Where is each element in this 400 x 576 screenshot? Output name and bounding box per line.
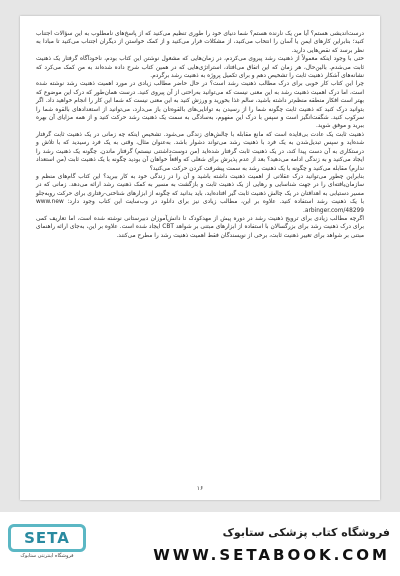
logo-letters: SETA (8, 524, 86, 552)
footer-banner (0, 512, 400, 576)
logo-tagline: فروشگاه اینترنتی ستابوک (20, 553, 74, 559)
paragraph: اگرچه مطالب زیادی برای ترویج ذهنیت رشد در دوره پیش از مهدکودک تا دانش‌آموزان دبیرستانی نوشته شده است، اما تعاریف کمی برای درک ذهنیت رشد برای بزرگسالان با استفاده از ابزارهای مبتنی بر شواهد CBT ایجاد شده است. علاوه بر این، به‌جای ارائه راهنمای مبتنی بر شواهد برای تغییر ذهنیت ثابت، برخی از نویسندگان فقط اهمیت ذهنیت رشد را مطرح می‌کنند. (36, 215, 364, 239)
page-number: ۱۶ (196, 485, 204, 492)
book-page (20, 16, 380, 500)
paragraph: چرا این کتاب کار خوبی برای درک مطالب ذهنیت رشد است؟ در حال حاضر مطالب زیادی در مورد اهمیت ذهنیت رشد نوشته شده است، اما درک اهمیت ذهنیت رشد به این معنی نیست که می‌توانید به‌راحتی از آن پیروی کنید. درست همان‌طور که درک این موضوع که بهتر است افکار منطقه منظم‌تر داشته باشید، سالم غذا بخورید و ورزش کنید به این معنی نیست که شما این کار را انجام خواهید داد. اگر بتوانید درک کنید که ذهنیت ثابت چگونه شما را از رسیدن به توانایی‌های بالقوه‌تان باز می‌دارد، می‌توانید از استعدادهای بالقوه شما را سرکوب کنید. شگفت‌انگیز است و سپس با درک این مفهوم، به‌سادگی به سمت یک ذهنیت رشد حرکت کنید و از همه مزایای آن بهره ببرید و موفق شوید. (36, 81, 364, 130)
store-name: فروشگاه کتاب پزشکی ستابوک (222, 526, 390, 539)
paragraph: درست‌اندیشی هستم؟ آیا من یک نارنده هستم؟ شما دنیای خود را طوری تنظیم می‌کنید که از پاسخ‌های نامطلوب به این سؤالات اجتناب کنید؛ بنابراین کارهای ایمن یا آسان را انتخاب می‌کنید، از مشکلات فرار می‌کنید و از کمک خواستن از دیگران اجتناب می‌کنید تا مبادا به نظر برسد که نقص‌هایی دارید. (36, 31, 364, 54)
paragraph: ذهنیت ثابت یک عادت بی‌فایده است که مانع مقابله با چالش‌های زندگی می‌شود. تشخیص اینکه چه زمانی در یک ذهنیت ثابت گرفتار شده‌اید و سپس تبدیل‌شدن به یک فرد با ذهنیت رشد می‌تواند دشوار باشد. به‌عنوان مثال، وقتی به یک فرد رسیدید که با تلاش و درستکاری به آن دست پیدا کند، در یک ذهنیت ثابت گرفتار شده‌اید (من دوست‌داشتنی نیستم) گرفتار ماندن. چگونه یک ذهنیت رشد را ایجاد می‌کنید و به زندگی ادامه می‌دهید؟ بعد از عدم پذیرش برای شغلی که واقعاً خواهان آن بودید چگونه با یک ذهنیت ثابت (من استعداد ندارم) مقابله می‌کنید و چگونه با یک ذهنیت رشد به سمت پیشرفت کردن حرکت می‌کنید؟ (36, 131, 364, 172)
paragraph: حتی با وجود اینکه معمولاً از ذهنیت رشد پیروی می‌کردم، در زمان‌هایی که مشغول نوشتن این کتاب بودم، ناخودآگاه گرفتار یک ذهنیت ثابت می‌شدم. بالین‌حال، هر زمان که این اتفاق می‌افتاد، استراتژی‌هایی که در همین کتاب شرح داده شده‌اند به من کمک می‌کرد که نشانه‌های آشکار ذهنیت ثابت را تشخیص دهم و برای تکمیل پروژه به ذهنیت رشد برگردم. (36, 56, 364, 80)
store-url[interactable]: WWW.SETABOOK.COM (153, 546, 390, 564)
paragraph: بنابراین چطور می‌توانید درک عقلانی از اهمیت ذهنیت داشته باشید و آن را در زندگی خود به کار ببرید؟ این کتاب گام‌های منظم و سازمان‌یافته‌ای را در جهت شناسایی و رهایی از یک ذهنیت ثابت و بازگشت به مسیر به کمک ذهنیت رشد ارائه می‌دهد. زمانی که در مسیر دستیابی به اهدافتان در یک چالش ذهنیت ثابت گیر افتاده‌اید، باید بدانید که چگونه از ابزارهای شناختی-رفتاری برای حرکت رو‌به‌جلو با یک ذهنیت رشد استفاده کنید. علاوه بر این، مطالب زیادی نیز برای دانلود در وب‌سایت این کتاب وجود دارد: www.new arbinger.com/48299. (36, 173, 364, 214)
setabook-logo (8, 524, 86, 560)
body-text (36, 30, 364, 480)
